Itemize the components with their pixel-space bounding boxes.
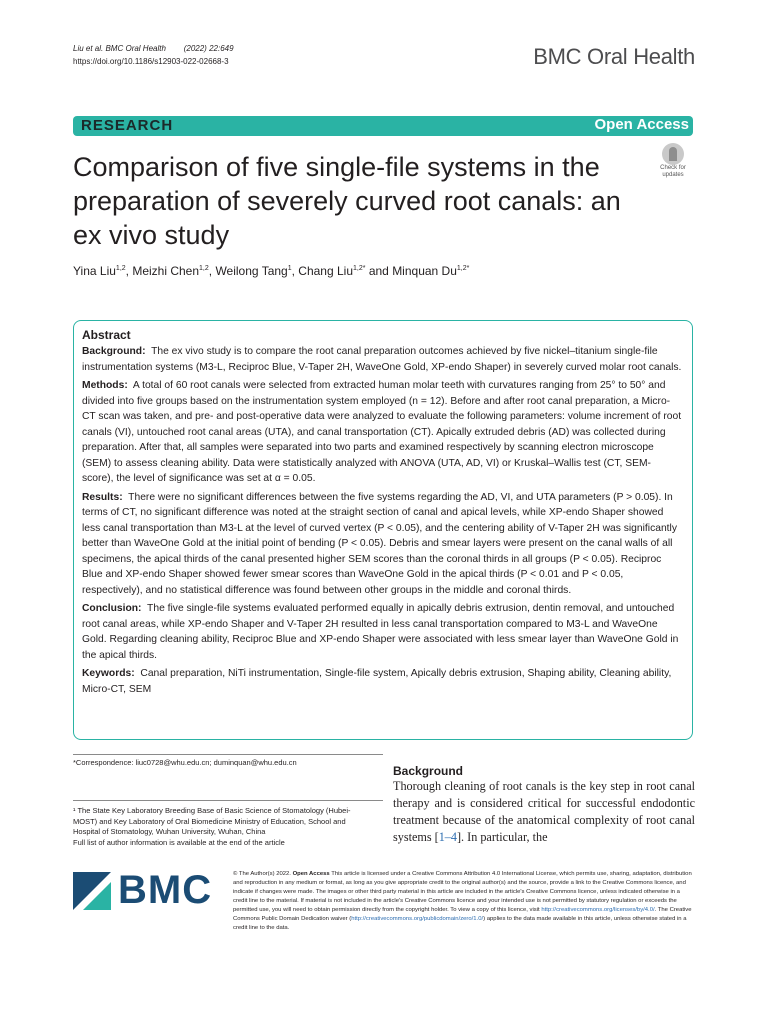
- conclusion-text: The five single-file systems evaluated performed equally in apically debris extrusion, dentin removal, and untouched root canal areas, while XP-endo Shaper and V-Taper 2H resulted in less canal transportation compared to M3-L and WaveOne Gold. Regarding cleaning ability, Reciproc Blue and XP-endo Shaper were associated with less smear layer than WaveOne Gold in the apical thirds.: [82, 603, 679, 661]
- license-body: This article is licensed under a Creative Commons Attribution 4.0 International License, which permits use, sharing, adaptation, distribution and reproduction in any medium or format, as long as you give appropriate credit to the original author(s) and the source, provide a link to the Creative Commons licence, and indicate if changes were made. The images or other third party material in this article are included in the article's Creative Commons licence, unless indicated otherwise in a credit line to the material. If material is not included in the article's Creative Commons licence and your intended use is not permitted by statutory regulation or exceeds the permitted use, you will need to obtain permission directly from the copyright holder. To view a copy of this licence, visit: [233, 871, 692, 913]
- author-name[interactable]: Chang Liu: [298, 264, 354, 278]
- article-type-bar: [73, 116, 693, 136]
- public-domain-link[interactable]: http://creativecommons.org/publicdomain/zero/1.0/: [351, 916, 484, 922]
- author-name[interactable]: Yina Liu: [73, 264, 116, 278]
- abstract-keywords: [82, 666, 682, 697]
- check-for-updates-badge[interactable]: [653, 143, 693, 181]
- methods-text: A total of 60 root canals were selected from extracted human molar teeth with curvatures ranging from 25° to 50° and divided into five groups based on the instrumentation system employed (n = 12). Before and after root canal preparation, a Micro-CT scan was taken, and pre- and post-operative data were analyzed to evaluate the following parameters: volume increment of root canals (VI), untouched root canal areas (UTA), and canal transportation (CT). Apically extruded debris (AD) was collected during preparation. After that, all samples were separated into two parts and examined respectively by scanning electron microscope (SEM) to assess cleaning ability. Data were statistically analyzed with ANOVA (UTA, AD, VI) or Kruskal–Wallis test (CT, SEM-score), the level of significance was set at α = 0.05.: [82, 380, 682, 484]
- reference-link[interactable]: 1–4: [438, 830, 457, 844]
- author-affiliation-sup: 1: [287, 265, 292, 272]
- footnote-divider: [73, 754, 383, 755]
- citation-block: [73, 42, 234, 68]
- license-link[interactable]: http://creativecommons.org/licenses/by/4.0/: [541, 907, 655, 913]
- license-open-access: Open Access: [292, 871, 330, 877]
- author-list: Yina Liu$^{1,2}$, Meizhi Chen$^{1,2}$, Weilong Tang$^1$, Chang Liu$^{1,2*}$ and Minquan $Du^{1,2*}$: [73, 264, 470, 278]
- keywords-label: Keywords:: [82, 668, 135, 679]
- affiliation-more: Full list of author information is available at the end of the article: [73, 837, 285, 847]
- article-title: Comparison of five single-file systems in the preparation of severely curved root canals: an ex vivo study: [73, 152, 621, 250]
- open-access-label: Open Access: [594, 116, 689, 133]
- bmc-logo-text: BMC: [118, 868, 213, 912]
- abstract-heading: Abstract: [82, 328, 131, 342]
- affiliation-text: ¹ The State Key Laboratory Breeding Base of Basic Science of Stomatology (Hubei-MOST) and Key Laboratory of Oral Biomedicine Ministry of Education, School and Hospital of Stomatology, Wuhan University, Wuhan, China: [73, 806, 351, 836]
- abstract-box: [73, 320, 693, 740]
- author-affiliation-sup: 1,2: [199, 265, 209, 272]
- license-text: [233, 870, 693, 933]
- doi-link[interactable]: https://doi.org/10.1186/s12903-022-02668-3: [73, 57, 229, 66]
- background-paragraph-text-end: ]. In particular, the: [456, 830, 548, 844]
- abstract-results: [82, 490, 682, 599]
- crossmark-line2: updates: [662, 172, 684, 178]
- license-prefix: © The Author(s) 2022.: [233, 871, 291, 877]
- license-body-3: ) applies to the data made available in this article, unless otherwise stated in a credit line to the data.: [233, 916, 687, 931]
- bmc-logo-icon: [73, 872, 111, 910]
- citation-year-volume: (2022) 22:649: [183, 44, 234, 53]
- background-paragraph-text: Thorough cleaning of root canals is the key step in root canal therapy and is considered critical for successful endodontic treatment because of the anatomical complexity of root canal systems [: [393, 779, 695, 844]
- author-affiliation-sup: 1,2*: [353, 265, 366, 272]
- results-text: There were no significant differences between the five systems regarding the AD, VI, and UTA parameters (P > 0.05). In terms of CT, no significant difference was noted at the straight section of canal and apical levels, while XP-endo Shaper showed less canal transportation than M3-L at the level of curved vertex (P < 0.05), and the centering ability of V-Taper 2H was significantly better than WaveOne Gold at the initial point of bending (P < 0.05). Debris and smear layers were present on the canal walls of all specimens, the apical thirds of the canal presented higher SEM scores than the coronal thirds in all groups (P < 0.05). Reciproc Blue and XP-endo Shaper showed fewer smear scores than WaveOne Gold in the apical thirds (P < 0.01 and P < 0.05, respectively), and no statistical difference was found between other groups in the middle and coronal thirds.: [82, 491, 677, 596]
- keywords-text: Canal preparation, NiTi instrumentation, Single-file system, Apically debris extrusion, Shaping ability, Cleaning ability, Micro-CT, SEM: [82, 668, 672, 695]
- author-affiliation-sup: 1,2*: [456, 265, 470, 272]
- article-type-label: RESEARCH: [81, 117, 174, 134]
- author-name[interactable]: Meizhi Chen: [132, 264, 200, 278]
- citation-authors: Liu et al. BMC Oral Health: [73, 44, 166, 53]
- crossmark-icon: [662, 143, 684, 165]
- background-paragraph: [393, 778, 695, 846]
- correspondence-note: *Correspondence: liuc0728@whu.edu.cn; duminquan@whu.edu.cn: [73, 758, 297, 767]
- abstract-methods: [82, 378, 682, 487]
- journal-name: BMC Oral Health: [533, 44, 695, 69]
- background-text: The ex vivo study is to compare the root canal preparation outcomes achieved by five nickel–titanium single-file instrumentation systems (M3-L, Reciproc Blue, V-Taper 2H, WaveOne Gold, XP-endo Shaper) in severely curved molar root canals.: [82, 346, 682, 373]
- license-body-2: . The Creative Commons Public Domain Dedication waiver (: [233, 907, 692, 922]
- methods-label: Methods:: [82, 380, 128, 391]
- author-name[interactable]: Minquan Du: [392, 264, 457, 278]
- author-name[interactable]: Weilong Tang: [215, 264, 288, 278]
- abstract-background: [82, 344, 682, 375]
- background-label: Background:: [82, 346, 146, 357]
- abstract-conclusion: [82, 601, 682, 663]
- author-affiliation-sup: 1,2: [115, 265, 126, 272]
- affiliation-note: [73, 806, 373, 848]
- conclusion-label: Conclusion:: [82, 603, 142, 614]
- crossmark-line1: Check for: [660, 165, 686, 171]
- results-label: Results:: [82, 491, 123, 503]
- background-heading: Background: [393, 764, 464, 778]
- footnote-divider: [73, 800, 383, 801]
